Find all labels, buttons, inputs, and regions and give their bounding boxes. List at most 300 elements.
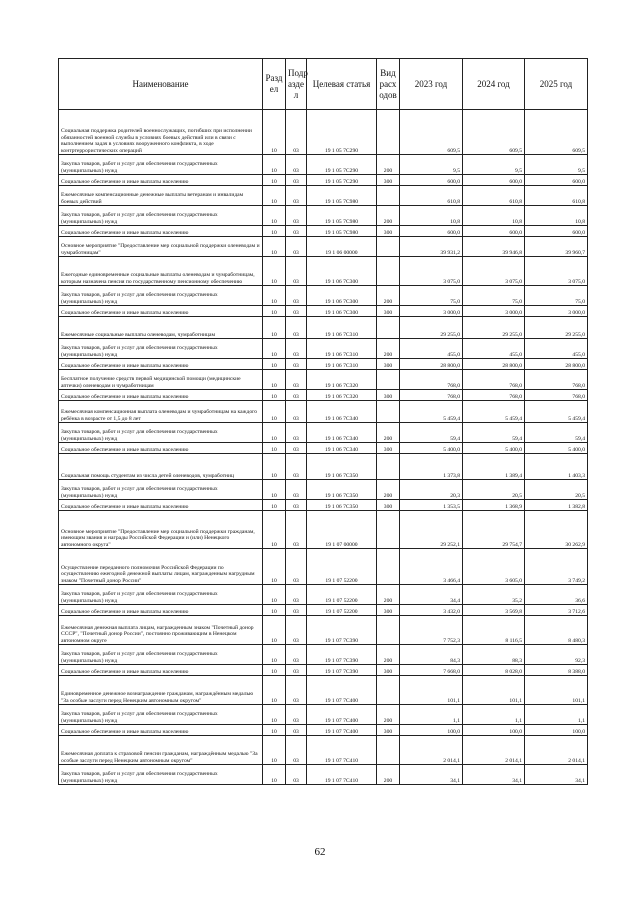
cell-year-2023: 600,0	[400, 226, 463, 237]
cell-subsection: 03	[286, 339, 307, 359]
cell-target-article: 19 1 07 7С400	[307, 676, 377, 705]
cell-year-2024: 2 014,1	[463, 736, 525, 765]
table-row	[59, 705, 588, 725]
table-row	[59, 401, 588, 423]
table-row	[59, 175, 588, 186]
cell-name: Ежемесячная компенсационная выплата оленеводам и чумработницам на каждого ребёнка в возрасте от 1,5 до 8 лет	[59, 401, 263, 423]
cell-name: Закупка товаров, работ и услуг для обеспечения государственных (муниципальных) нужд	[59, 480, 263, 500]
cell-subsection: 03	[286, 237, 307, 257]
cell-subsection: 03	[286, 401, 307, 423]
cell-year-2025: 75,0	[525, 286, 588, 306]
cell-target-article: 19 1 06 7С310	[307, 339, 377, 359]
cell-year-2024: 600,0	[463, 175, 525, 186]
cell-subsection: 03	[286, 605, 307, 616]
cell-target-article: 19 1 06 7С320	[307, 370, 377, 390]
cell-subsection: 03	[286, 616, 307, 645]
cell-year-2025: 9,5	[525, 155, 588, 175]
cell-year-2025: 1,1	[525, 705, 588, 725]
header-section: Разд ел	[263, 59, 286, 110]
cell-subsection: 03	[286, 423, 307, 443]
cell-target-article: 19 1 06 7С300	[307, 257, 377, 286]
cell-section: 10	[263, 665, 286, 676]
cell-expense-type	[377, 370, 400, 390]
cell-name: Закупка товаров, работ и услуг для обеспечения государственных (муниципальных) нужд	[59, 705, 263, 725]
cell-year-2023: 1,1	[400, 705, 463, 725]
table-row	[59, 286, 588, 306]
cell-section: 10	[263, 725, 286, 736]
cell-year-2023: 3 000,0	[400, 306, 463, 317]
cell-year-2025: 59,4	[525, 423, 588, 443]
cell-year-2023: 84,3	[400, 645, 463, 665]
cell-expense-type: 300	[377, 306, 400, 317]
cell-year-2024: 3 000,0	[463, 306, 525, 317]
cell-expense-type: 300	[377, 443, 400, 454]
cell-expense-type: 300	[377, 500, 400, 511]
cell-name: Осуществление переданного полномочия Российской Федерации по осуществлению ежегодной денежной выплаты лицам, награжденным нагрудным знаком "Почетный донор России"	[59, 549, 263, 585]
cell-section: 10	[263, 370, 286, 390]
cell-expense-type: 200	[377, 423, 400, 443]
cell-year-2023: 101,1	[400, 676, 463, 705]
cell-name: Социальное обеспечение и иные выплаты населению	[59, 175, 263, 186]
cell-target-article: 19 1 06 7С310	[307, 359, 377, 370]
cell-name: Закупка товаров, работ и услуг для обеспечения государственных (муниципальных) нужд	[59, 339, 263, 359]
table-row	[59, 511, 588, 549]
cell-year-2023: 5 400,0	[400, 443, 463, 454]
cell-target-article: 19 1 06 7С340	[307, 401, 377, 423]
cell-year-2024: 88,3	[463, 645, 525, 665]
header-year-2023: 2023 год	[400, 59, 463, 110]
cell-section: 10	[263, 186, 286, 206]
table-row	[59, 370, 588, 390]
cell-section: 10	[263, 237, 286, 257]
cell-expense-type: 300	[377, 390, 400, 401]
cell-subsection: 03	[286, 286, 307, 306]
cell-year-2025: 39 960,7	[525, 237, 588, 257]
cell-year-2024: 1 389,4	[463, 454, 525, 480]
cell-year-2024: 3 569,8	[463, 605, 525, 616]
cell-year-2023: 609,5	[400, 110, 463, 155]
cell-name: Закупка товаров, работ и услуг для обеспечения государственных (муниципальных) нужд	[59, 423, 263, 443]
cell-year-2024: 100,0	[463, 725, 525, 736]
cell-year-2024: 609,5	[463, 110, 525, 155]
cell-target-article: 19 1 06 7С340	[307, 423, 377, 443]
cell-name: Социальное обеспечение и иные выплаты населению	[59, 226, 263, 237]
table-row	[59, 237, 588, 257]
cell-expense-type	[377, 317, 400, 339]
cell-year-2025: 455,0	[525, 339, 588, 359]
page-number: 62	[314, 846, 326, 858]
cell-expense-type	[377, 511, 400, 549]
cell-name: Социальное обеспечение и иные выплаты населению	[59, 605, 263, 616]
cell-expense-type	[377, 454, 400, 480]
cell-subsection: 03	[286, 665, 307, 676]
cell-year-2025: 28 800,0	[525, 359, 588, 370]
cell-section: 10	[263, 390, 286, 401]
cell-subsection: 03	[286, 175, 307, 186]
cell-subsection: 03	[286, 110, 307, 155]
cell-year-2025: 29 255,0	[525, 317, 588, 339]
cell-year-2023: 3 466,4	[400, 549, 463, 585]
cell-subsection: 03	[286, 549, 307, 585]
cell-year-2023: 1 353,5	[400, 500, 463, 511]
cell-target-article: 19 1 06 7С350	[307, 500, 377, 511]
cell-section: 10	[263, 511, 286, 549]
cell-name: Ежемесячные компенсационные денежные выплаты ветеранам и инвалидам боевых действий	[59, 186, 263, 206]
table-row	[59, 155, 588, 175]
cell-subsection: 03	[286, 454, 307, 480]
table-row	[59, 645, 588, 665]
cell-year-2024: 10,8	[463, 206, 525, 226]
cell-year-2024: 20,5	[463, 480, 525, 500]
cell-section: 10	[263, 286, 286, 306]
cell-name: Единовременное денежное вознаграждение гражданам, награждённым медалью "За особые заслуги перед Ненецким автономным округом"	[59, 676, 263, 705]
cell-section: 10	[263, 359, 286, 370]
cell-subsection: 03	[286, 585, 307, 605]
cell-target-article: 19 1 07 7С390	[307, 616, 377, 645]
table-row	[59, 605, 588, 616]
cell-expense-type	[377, 237, 400, 257]
cell-section: 10	[263, 317, 286, 339]
table-row	[59, 306, 588, 317]
cell-year-2023: 100,0	[400, 725, 463, 736]
cell-subsection: 03	[286, 705, 307, 725]
cell-expense-type: 200	[377, 339, 400, 359]
cell-year-2023: 10,8	[400, 206, 463, 226]
cell-subsection: 03	[286, 257, 307, 286]
cell-expense-type	[377, 110, 400, 155]
cell-year-2025: 600,0	[525, 226, 588, 237]
cell-year-2024: 9,5	[463, 155, 525, 175]
header-expense-type: Вид расх одов	[377, 59, 400, 110]
cell-year-2024: 3 075,0	[463, 257, 525, 286]
table-row	[59, 339, 588, 359]
cell-year-2023: 610,8	[400, 186, 463, 206]
table-row	[59, 257, 588, 286]
cell-year-2025: 3 749,2	[525, 549, 588, 585]
cell-year-2025: 34,1	[525, 765, 588, 785]
cell-year-2024: 28 800,0	[463, 359, 525, 370]
cell-subsection: 03	[286, 765, 307, 785]
budget-table	[58, 58, 588, 785]
table-row	[59, 765, 588, 785]
cell-name: Социальное обеспечение и иные выплаты населению	[59, 443, 263, 454]
cell-target-article: 19 1 07 7С390	[307, 665, 377, 676]
cell-name: Социальная помощь студентам из числа детей оленеводов, чумработниц	[59, 454, 263, 480]
table-row	[59, 317, 588, 339]
cell-section: 10	[263, 175, 286, 186]
cell-subsection: 03	[286, 725, 307, 736]
cell-year-2025: 92,3	[525, 645, 588, 665]
cell-year-2025: 610,8	[525, 186, 588, 206]
cell-year-2023: 28 800,0	[400, 359, 463, 370]
cell-year-2025: 609,5	[525, 110, 588, 155]
cell-year-2024: 768,0	[463, 370, 525, 390]
cell-section: 10	[263, 500, 286, 511]
cell-subsection: 03	[286, 155, 307, 175]
cell-expense-type	[377, 401, 400, 423]
cell-year-2023: 2 014,1	[400, 736, 463, 765]
cell-section: 10	[263, 443, 286, 454]
cell-year-2024: 455,0	[463, 339, 525, 359]
cell-year-2024: 34,1	[463, 765, 525, 785]
cell-name: Закупка товаров, работ и услуг для обеспечения государственных (муниципальных) нужд	[59, 765, 263, 785]
table-row	[59, 549, 588, 585]
cell-year-2023: 3 432,0	[400, 605, 463, 616]
cell-year-2023: 29 252,1	[400, 511, 463, 549]
header-name: Наименование	[59, 59, 263, 110]
cell-year-2023: 34,4	[400, 585, 463, 605]
cell-section: 10	[263, 339, 286, 359]
cell-target-article: 19 1 05 7С290	[307, 110, 377, 155]
cell-section: 10	[263, 401, 286, 423]
cell-name: Ежемесячная доплата к страховой пенсии гражданам, награждённым медалью "За особые заслуги перед Ненецким автономным округом"	[59, 736, 263, 765]
header-subsection: Подр азде л	[286, 59, 307, 110]
cell-target-article: 19 1 05 7С980	[307, 206, 377, 226]
header-target-article: Целевая статья	[307, 59, 377, 110]
cell-subsection: 03	[286, 359, 307, 370]
cell-expense-type	[377, 186, 400, 206]
table-row	[59, 676, 588, 705]
cell-name: Ежемесячные социальные выплаты оленеводам, чумработницам	[59, 317, 263, 339]
cell-expense-type	[377, 736, 400, 765]
cell-year-2025: 101,1	[525, 676, 588, 705]
cell-target-article: 19 1 06 7С320	[307, 390, 377, 401]
cell-year-2024: 8 028,0	[463, 665, 525, 676]
cell-target-article: 19 1 05 7С290	[307, 155, 377, 175]
header-year-2025: 2025 год	[525, 59, 588, 110]
cell-year-2024: 600,0	[463, 226, 525, 237]
cell-target-article: 19 1 06 00000	[307, 237, 377, 257]
cell-expense-type: 200	[377, 765, 400, 785]
cell-section: 10	[263, 454, 286, 480]
cell-target-article: 19 1 07 52200	[307, 549, 377, 585]
cell-subsection: 03	[286, 500, 307, 511]
cell-name: Закупка товаров, работ и услуг для обеспечения государственных (муниципальных) нужд	[59, 155, 263, 175]
cell-year-2024: 610,8	[463, 186, 525, 206]
cell-name: Ежемесячная денежная выплата лицам, награжденным знаком "Почетный донор СССР", "Почетный донор России", постоянно проживающим в Ненецком автономном округе	[59, 616, 263, 645]
cell-expense-type: 300	[377, 605, 400, 616]
cell-name: Социальное обеспечение и иные выплаты населению	[59, 359, 263, 370]
cell-expense-type	[377, 257, 400, 286]
table-row	[59, 736, 588, 765]
cell-section: 10	[263, 549, 286, 585]
table-row	[59, 480, 588, 500]
table-row	[59, 443, 588, 454]
table-row	[59, 110, 588, 155]
cell-subsection: 03	[286, 645, 307, 665]
cell-name: Закупка товаров, работ и услуг для обеспечения государственных (муниципальных) нужд	[59, 645, 263, 665]
cell-subsection: 03	[286, 317, 307, 339]
cell-year-2023: 59,4	[400, 423, 463, 443]
cell-year-2024: 59,4	[463, 423, 525, 443]
cell-target-article: 19 1 07 52200	[307, 585, 377, 605]
cell-section: 10	[263, 110, 286, 155]
cell-name: Закупка товаров, работ и услуг для обеспечения государственных (муниципальных) нужд	[59, 286, 263, 306]
cell-section: 10	[263, 705, 286, 725]
cell-year-2023: 5 459,4	[400, 401, 463, 423]
cell-subsection: 03	[286, 226, 307, 237]
cell-year-2025: 8 480,3	[525, 616, 588, 645]
cell-name: Ежегодные единовременные социальные выплаты оленеводам и чумработницам, которым назначена пенсия по государственному пенсионному обеспечению	[59, 257, 263, 286]
cell-section: 10	[263, 765, 286, 785]
cell-year-2024: 5 459,4	[463, 401, 525, 423]
cell-expense-type	[377, 676, 400, 705]
cell-target-article: 19 1 05 7С980	[307, 186, 377, 206]
cell-name: Основное мероприятие "Предоставление мер социальной поддержки гражданам, имеющим звания и награды Российской Федерации и (или) Ненецкого автономного округа"	[59, 511, 263, 549]
cell-year-2023: 7 752,3	[400, 616, 463, 645]
cell-expense-type: 200	[377, 155, 400, 175]
cell-year-2023: 600,0	[400, 175, 463, 186]
cell-year-2023: 75,0	[400, 286, 463, 306]
cell-expense-type: 200	[377, 286, 400, 306]
cell-section: 10	[263, 206, 286, 226]
cell-name: Социальная поддержка родителей военнослужащих, погибших при исполнении обязанностей военной службы в условиях боевых действий или в связи с выполнением задач в условиях вооруженного конфликта, в ходе контртеррористических операций	[59, 110, 263, 155]
cell-subsection: 03	[286, 511, 307, 549]
cell-name: Социальное обеспечение и иные выплаты населению	[59, 725, 263, 736]
cell-year-2023: 34,1	[400, 765, 463, 785]
cell-section: 10	[263, 736, 286, 765]
cell-year-2024: 101,1	[463, 676, 525, 705]
cell-section: 10	[263, 616, 286, 645]
cell-expense-type: 200	[377, 206, 400, 226]
table-row	[59, 665, 588, 676]
cell-subsection: 03	[286, 736, 307, 765]
cell-year-2024: 1 368,9	[463, 500, 525, 511]
cell-expense-type: 300	[377, 725, 400, 736]
cell-year-2025: 768,0	[525, 370, 588, 390]
table-row	[59, 616, 588, 645]
cell-target-article: 19 1 07 7С390	[307, 645, 377, 665]
cell-year-2023: 7 668,0	[400, 665, 463, 676]
cell-name: Социальное обеспечение и иные выплаты населению	[59, 306, 263, 317]
cell-year-2023: 9,5	[400, 155, 463, 175]
cell-year-2023: 20,3	[400, 480, 463, 500]
cell-year-2025: 100,0	[525, 725, 588, 736]
cell-year-2025: 5 400,0	[525, 443, 588, 454]
cell-year-2025: 3 075,0	[525, 257, 588, 286]
cell-section: 10	[263, 226, 286, 237]
table-row	[59, 423, 588, 443]
cell-subsection: 03	[286, 186, 307, 206]
cell-year-2023: 455,0	[400, 339, 463, 359]
cell-year-2024: 75,0	[463, 286, 525, 306]
table-row	[59, 585, 588, 605]
table-row	[59, 725, 588, 736]
cell-subsection: 03	[286, 370, 307, 390]
cell-year-2024: 39 946,8	[463, 237, 525, 257]
cell-name: Закупка товаров, работ и услуг для обеспечения государственных (муниципальных) нужд	[59, 206, 263, 226]
table-header-row	[59, 59, 588, 110]
cell-year-2023: 768,0	[400, 390, 463, 401]
cell-target-article: 19 1 07 7С400	[307, 725, 377, 736]
cell-year-2025: 768,0	[525, 390, 588, 401]
cell-section: 10	[263, 423, 286, 443]
cell-year-2025: 600,0	[525, 175, 588, 186]
table-row	[59, 500, 588, 511]
cell-expense-type: 200	[377, 480, 400, 500]
cell-expense-type: 300	[377, 359, 400, 370]
cell-section: 10	[263, 676, 286, 705]
cell-target-article: 19 1 05 7С980	[307, 226, 377, 237]
cell-expense-type: 200	[377, 585, 400, 605]
header-year-2024: 2024 год	[463, 59, 525, 110]
cell-expense-type: 300	[377, 665, 400, 676]
cell-name: Социальное обеспечение и иные выплаты населению	[59, 665, 263, 676]
cell-expense-type: 200	[377, 645, 400, 665]
cell-year-2025: 10,8	[525, 206, 588, 226]
cell-subsection: 03	[286, 676, 307, 705]
cell-target-article: 19 1 06 7С350	[307, 480, 377, 500]
cell-subsection: 03	[286, 443, 307, 454]
cell-year-2025: 1 382,8	[525, 500, 588, 511]
cell-year-2024: 35,2	[463, 585, 525, 605]
cell-section: 10	[263, 605, 286, 616]
cell-year-2025: 5 459,4	[525, 401, 588, 423]
cell-year-2025: 30 262,9	[525, 511, 588, 549]
cell-year-2025: 20,5	[525, 480, 588, 500]
cell-year-2025: 8 388,0	[525, 665, 588, 676]
cell-expense-type	[377, 549, 400, 585]
cell-target-article: 19 1 07 7С410	[307, 765, 377, 785]
table-row	[59, 390, 588, 401]
cell-year-2024: 29 255,0	[463, 317, 525, 339]
cell-section: 10	[263, 585, 286, 605]
cell-expense-type: 200	[377, 705, 400, 725]
cell-year-2025: 3 000,0	[525, 306, 588, 317]
cell-year-2023: 29 255,0	[400, 317, 463, 339]
cell-year-2024: 1,1	[463, 705, 525, 725]
cell-year-2024: 768,0	[463, 390, 525, 401]
cell-year-2025: 36,6	[525, 585, 588, 605]
cell-expense-type	[377, 616, 400, 645]
cell-year-2024: 3 605,0	[463, 549, 525, 585]
cell-year-2023: 768,0	[400, 370, 463, 390]
cell-year-2023: 3 075,0	[400, 257, 463, 286]
cell-name: Бесплатное получение средств первой медицинской помощи (медицинские аптечки) оленеводам и чумработницам	[59, 370, 263, 390]
cell-year-2024: 8 116,5	[463, 616, 525, 645]
table-row	[59, 206, 588, 226]
cell-year-2023: 1 373,8	[400, 454, 463, 480]
cell-expense-type: 300	[377, 226, 400, 237]
cell-name: Закупка товаров, работ и услуг для обеспечения государственных (муниципальных) нужд	[59, 585, 263, 605]
cell-target-article: 19 1 07 52200	[307, 605, 377, 616]
table-row	[59, 359, 588, 370]
cell-section: 10	[263, 257, 286, 286]
cell-target-article: 19 1 06 7С340	[307, 443, 377, 454]
cell-section: 10	[263, 306, 286, 317]
cell-target-article: 19 1 06 7С350	[307, 454, 377, 480]
cell-target-article: 19 1 05 7С290	[307, 175, 377, 186]
cell-subsection: 03	[286, 480, 307, 500]
cell-year-2023: 39 931,2	[400, 237, 463, 257]
cell-expense-type: 300	[377, 175, 400, 186]
cell-target-article: 19 1 07 00000	[307, 511, 377, 549]
cell-year-2024: 29 754,7	[463, 511, 525, 549]
cell-section: 10	[263, 480, 286, 500]
cell-target-article: 19 1 07 7С410	[307, 736, 377, 765]
cell-name: Социальное обеспечение и иные выплаты населению	[59, 500, 263, 511]
cell-subsection: 03	[286, 390, 307, 401]
cell-subsection: 03	[286, 306, 307, 317]
cell-target-article: 19 1 06 7С310	[307, 317, 377, 339]
cell-year-2024: 5 400,0	[463, 443, 525, 454]
table-row	[59, 454, 588, 480]
cell-target-article: 19 1 07 7С400	[307, 705, 377, 725]
table-row	[59, 186, 588, 206]
cell-section: 10	[263, 645, 286, 665]
cell-name: Социальное обеспечение и иные выплаты населению	[59, 390, 263, 401]
table-row	[59, 226, 588, 237]
